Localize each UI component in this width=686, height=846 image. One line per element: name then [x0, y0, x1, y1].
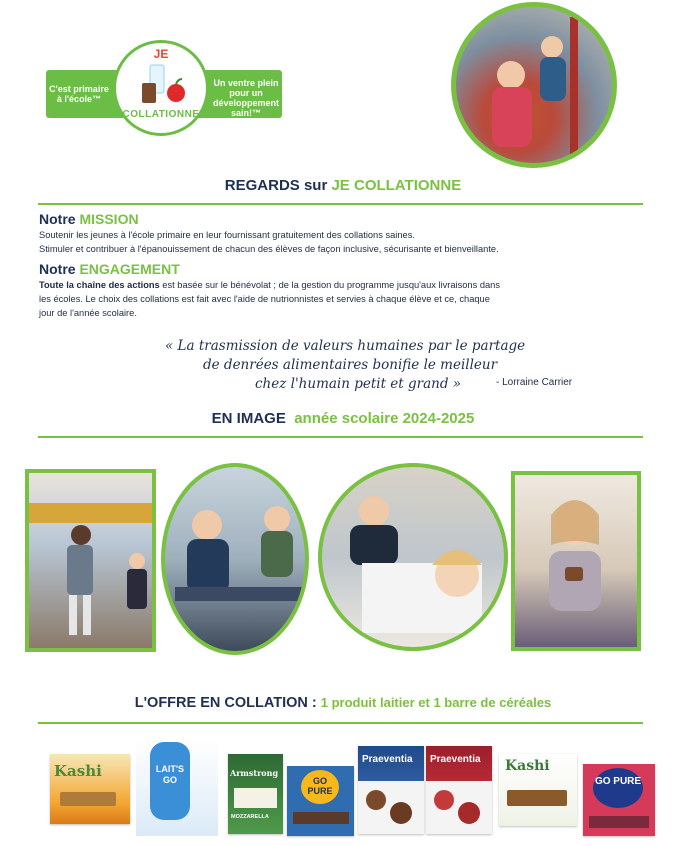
armstrong-label: Armstrong [230, 768, 279, 778]
offer-section-title [0, 695, 686, 711]
image-section-part2: année scolaire 2024-2025 [294, 410, 475, 427]
armstrong-sub-label: MOZZARELLA [231, 814, 269, 820]
armstrong-cheese [234, 788, 277, 808]
offer-part2: 1 produit laitier et 1 barre de céréales [320, 695, 552, 710]
divider-1 [38, 203, 643, 205]
product-kashi-1 [50, 754, 130, 824]
divider-3 [38, 722, 643, 724]
product-laits-go [136, 740, 218, 836]
mission-line-2: Stimuler et contribuer à l'épanouissement de chacun des élèves de façon inclusive, sécurisante et bienveillante. [39, 244, 499, 254]
product-go-pure-2 [583, 764, 655, 836]
girl-snack-illustration [515, 475, 637, 647]
go-pure-2-bar [589, 816, 649, 828]
quote-line-1: « La trasmission de valeurs humaines par le partage [165, 338, 526, 354]
kids-eating-illustration [322, 467, 504, 647]
product-praeventia-1 [358, 746, 424, 834]
praeventia-2-cookie-a [434, 790, 454, 810]
mission-line-1: Soutenir les jeunes à l'école primaire en leur fournissant gratuitement des collations saines. [39, 230, 415, 240]
praeventia-1-cookie-a [366, 790, 386, 810]
laits-go-label: LAIT'S GO [155, 764, 185, 785]
page-title [0, 177, 686, 194]
photo-kids-table [161, 463, 309, 655]
quote-author: - Lorraine Carrier [496, 377, 573, 388]
praeventia-2-cookie-b [458, 802, 480, 824]
go-pure-2-badge [593, 768, 643, 808]
mission-label: Notre [39, 211, 80, 227]
product-go-pure-1 [287, 766, 354, 836]
kids-table-illustration [165, 467, 305, 651]
title-part1: REGARDS sur [224, 177, 332, 194]
kashi-1-bar-image [60, 792, 116, 806]
offer-part1: L'OFFRE EN COLLATION : [134, 695, 321, 711]
go-pure-1-bar [293, 812, 349, 824]
engagement-heading [39, 261, 180, 277]
photo-hallway [25, 469, 156, 652]
praeventia-2-label: Praeventia [430, 754, 481, 765]
divider-2 [38, 436, 643, 438]
photo-children-playground [451, 2, 617, 168]
go-pure-1-label: GO PURE [307, 776, 333, 796]
photo-kids-eating [318, 463, 508, 651]
engagement-label-accent: ENGAGEMENT [79, 261, 180, 277]
kashi-2-bar-image [507, 790, 567, 806]
logo-right-text: Un ventre plein pour un développement sain!™ [212, 78, 279, 118]
go-pure-2-label: GO PURE [594, 776, 642, 787]
praeventia-1-label: Praeventia [362, 754, 413, 765]
engagement-bold: Toute la chaîne des actions [39, 280, 160, 290]
logo-collationne: COLLATIONNE [122, 109, 200, 120]
engagement-text-1: est basée sur le bénévolat ; de la gestion du programme jusqu'aux livraisons dans [159, 280, 500, 290]
hallway-illustration [29, 473, 152, 648]
image-section-title [0, 410, 686, 427]
photo-girl-snack [511, 471, 641, 651]
logo-je: JE [153, 47, 169, 61]
logo-snack-icon [138, 63, 188, 107]
mission-label-accent: MISSION [79, 211, 139, 227]
children-photo-illustration [456, 7, 612, 163]
image-section-part1: EN IMAGE [211, 410, 286, 427]
product-armstrong [228, 754, 283, 834]
mission-heading [39, 211, 139, 227]
engagement-line-3: jour de l'année scolaire. [39, 308, 137, 318]
product-praeventia-2 [426, 746, 492, 834]
title-part2: JE COLLATIONNE [331, 177, 462, 194]
logo-left-text: C'est primaire à l'école™ [49, 84, 109, 104]
kashi-2-label: Kashi [505, 758, 550, 774]
engagement-label: Notre [39, 261, 80, 277]
engagement-line-2: les écoles. Le choix des collations est fait avec l'aide de nutrionnistes et servies à chaque élève et ce, chaque [39, 294, 490, 304]
logo-emblem [113, 40, 209, 136]
engagement-line-1 [39, 279, 500, 293]
product-kashi-2 [499, 754, 577, 826]
quote-line-2: de denrées alimentaires bonifie le meilleur [203, 357, 498, 373]
quote-line-3: chez l'humain petit et grand » [255, 376, 462, 392]
praeventia-1-cookie-b [390, 802, 412, 824]
kashi-1-label: Kashi [54, 762, 102, 780]
